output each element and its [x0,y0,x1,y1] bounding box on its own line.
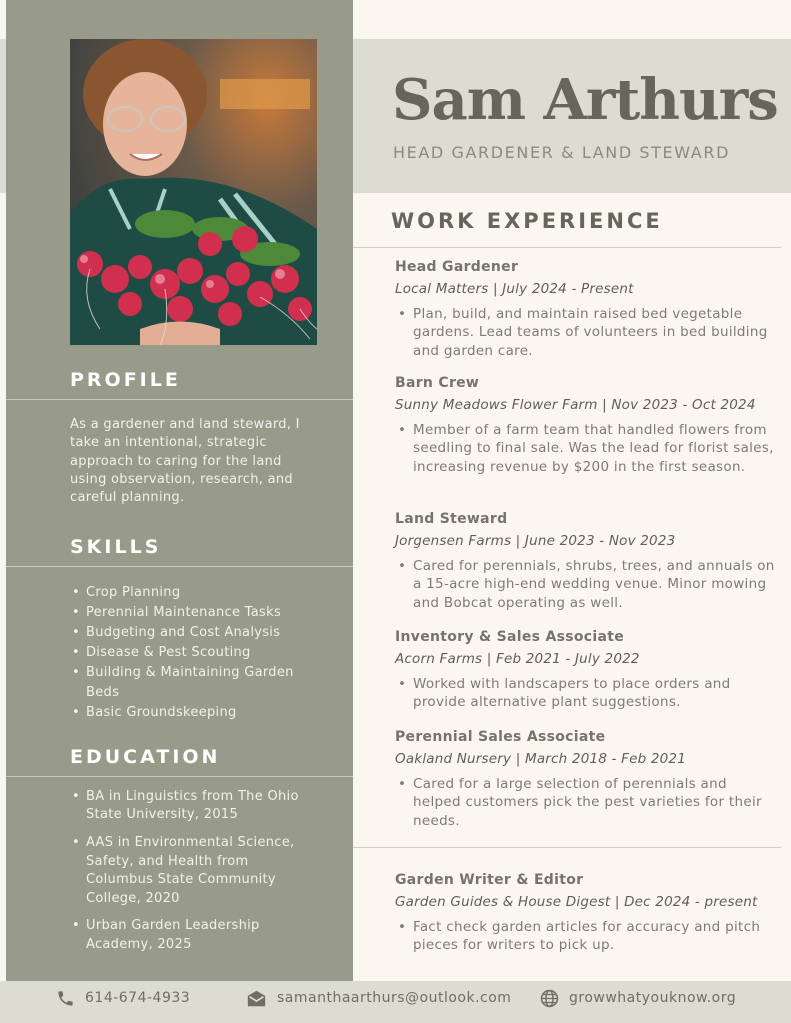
job-bullet: • Member of a farm team that handled flowers from seedling to final sale. Was the lead for florist sales, increasing revenue by $200 in the first season. [395,421,775,476]
phone-number: 614-674-4933 [85,990,191,1006]
candidate-title: HEAD GARDENER & LAND STEWARD [393,143,730,162]
contact-phone[interactable] [56,987,190,1009]
education-item: • Urban Garden Leadership Academy, 2025 [70,917,315,954]
sidebar [6,0,353,981]
experience-divider [353,247,781,248]
skills-heading: SKILLS [70,536,162,558]
job-bullet: • Cared for perennials, shrubs, trees, and annuals on a 15-acre high-end wedding venue. Minor mowing and Bobcat operating as well. [395,557,775,612]
contact-website[interactable] [540,987,736,1009]
job-entry [395,374,775,476]
skill-item: • Perennial Maintenance Tasks [70,603,315,622]
job-title: Barn Crew [395,375,480,391]
profile-heading: PROFILE [70,369,181,391]
skill-item: • Budgeting and Cost Analysis [70,623,315,642]
skill-item: • Disease & Pest Scouting [70,643,315,662]
job-title: Inventory & Sales Associate [395,629,625,645]
candidate-name: Sam Arthurs [392,67,778,133]
skill-item: • Basic Groundskeeping [70,703,315,722]
education-heading: EDUCATION [70,746,221,768]
skill-item: • Crop Planning [70,583,315,602]
job-meta: Acorn Farms | Feb 2021 - July 2022 [395,651,640,667]
job-meta: Local Matters | July 2024 - Present [395,281,634,297]
job-title: Head Gardener [395,259,519,275]
profile-photo [70,39,317,345]
work-experience-heading: WORK EXPERIENCE [391,209,663,233]
job-bullet: • Plan, build, and maintain raised bed vegetable gardens. Lead teams of volunteers in bed building and garden care. [395,305,775,360]
job-bullet: • Cared for a large selection of perennials and helped customers pick the pest varieties for their needs. [395,775,775,830]
envelope-icon [246,989,267,1008]
skill-item: • Building & Maintaining Garden Beds [70,663,315,701]
job-meta: Sunny Meadows Flower Farm | Nov 2023 - Oct 2024 [395,397,756,413]
skills-divider [6,566,353,567]
job-meta: Garden Guides & House Digest | Dec 2024 - present [395,894,758,910]
globe-icon [540,989,559,1008]
education-list [70,788,315,964]
profile-text: As a gardener and land steward, I take an intentional, strategic approach to caring for the land using observation, research, and careful planning. [70,417,300,506]
job-bullet: • Worked with landscapers to place orders and provide alternative plant suggestions. [395,675,775,712]
education-item: • BA in Linguistics from The Ohio State University, 2015 [70,788,315,825]
experience-divider [353,847,781,848]
job-meta: Jorgensen Farms | June 2023 - Nov 2023 [395,533,676,549]
job-title: Garden Writer & Editor [395,872,584,888]
job-bullet: • Fact check garden articles for accuracy and pitch pieces for writers to pick up. [395,918,775,955]
profile-divider [6,399,353,400]
job-entry [395,871,775,955]
job-entry [395,628,775,712]
education-item: • AAS in Environmental Science, Safety, and Health from Columbus State Community College, 2020 [70,834,315,908]
phone-icon [56,989,75,1008]
job-title: Land Steward [395,511,508,527]
job-title: Perennial Sales Associate [395,729,606,745]
job-entry [395,510,775,612]
email-address: samanthaarthurs@outlook.com [277,990,512,1006]
job-meta: Oakland Nursery | March 2018 - Feb 2021 [395,751,687,767]
job-entry [395,728,775,830]
website-url: growwhatyouknow.org [569,990,737,1006]
education-divider [6,776,353,777]
skills-list [70,583,315,723]
job-entry [395,258,775,360]
contact-email[interactable] [246,987,511,1009]
